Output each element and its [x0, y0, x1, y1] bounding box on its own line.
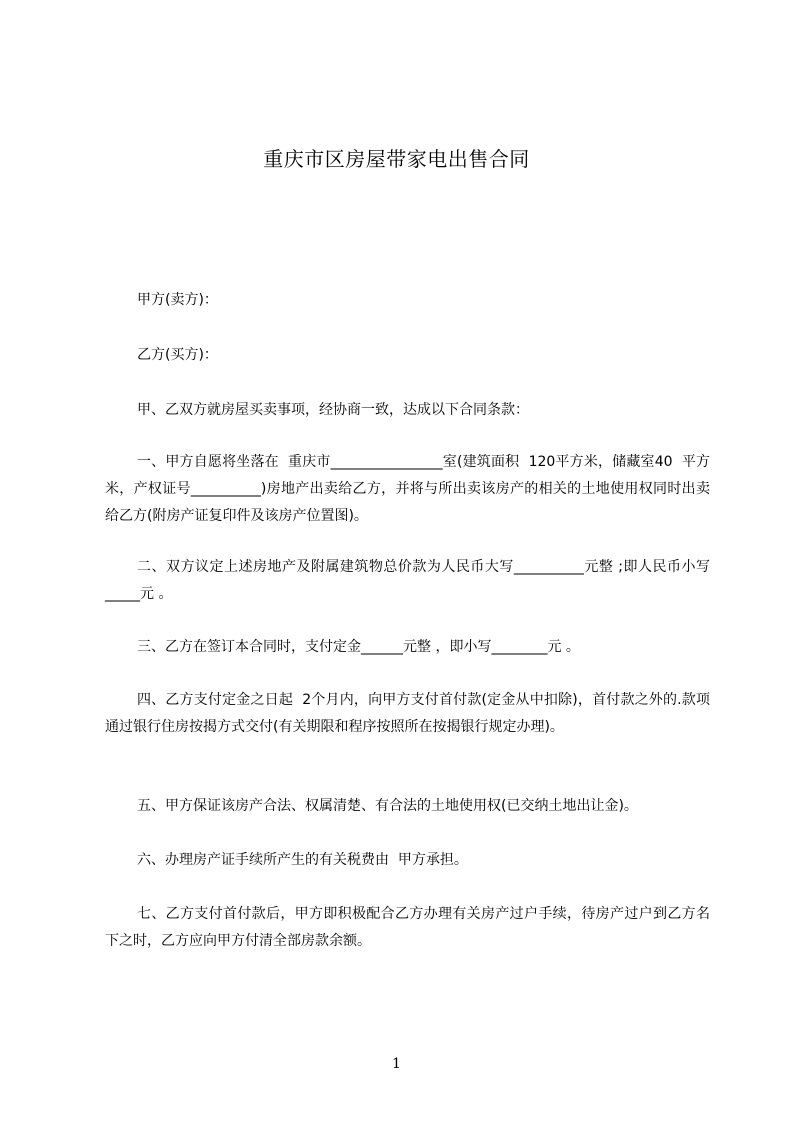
clause-2: 二、双方议定上述房地产及附属建筑物总价款为人民币大写__________元整 ;即人民币小写_____元 。: [105, 559, 710, 602]
page-number: 1: [392, 1056, 401, 1072]
clause-6: 六、办理房产证手续所产生的有关税费由 甲方承担。: [137, 852, 468, 868]
clause-3: 三、乙方在签订本合同时，支付定金______元整 ，即小写________元 。: [137, 639, 580, 655]
clause-5: 五、甲方保证该房产合法、权属清楚、有合法的土地使用权(已交纳土地出让金)。: [137, 798, 638, 814]
party-a-line: 甲方(卖方)：: [137, 292, 218, 308]
clause-1: 一、甲方自愿将坐落在 重庆市________________室(建筑面积 120平方米，储藏室40 平方米，产权证号__________)房地产出卖给乙方，并将与所出卖该房产的相关的土地使用权同时出卖给乙方(附房产证复印件及该房产位置图)。: [105, 454, 710, 524]
party-b-line: 乙方(买方)：: [137, 347, 218, 363]
clause-7: 七、乙方支付首付款后，甲方即积极配合乙方办理有关房产过户手续，待房产过户到乙方名下之时，乙方应向甲方付清全部房款余额。: [105, 906, 710, 949]
preamble-paragraph: 甲、乙双方就房屋买卖事项，经协商一致，达成以下合同条款：: [137, 402, 529, 418]
clause-4: 四、乙方支付定金之日起 2个月内，向甲方支付首付款(定金从中扣除)，首付款之外的.款项通过银行住房按揭方式交付(有关期限和程序按照所在按揭银行规定办理)。: [105, 692, 710, 735]
document-title: 重庆市区房屋带家电出售合同: [263, 147, 530, 171]
